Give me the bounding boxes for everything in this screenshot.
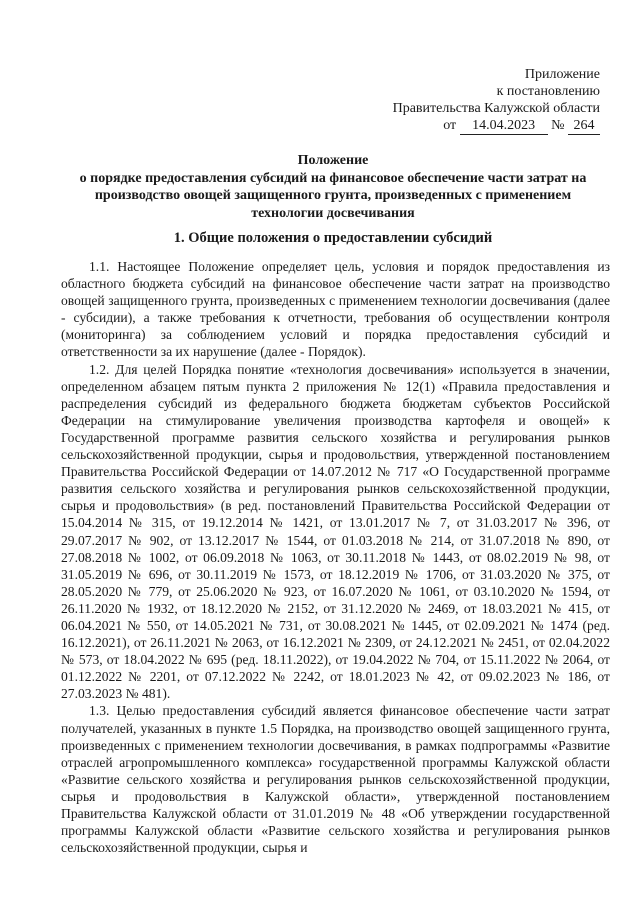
title-line-3: производство овощей защищенного грунта, произведенных с применением	[94, 188, 572, 203]
appendix-line-3: Правительства Калужской области	[392, 101, 600, 116]
resolution-number: 264	[568, 117, 600, 135]
title-line-4: технологии досвечивания	[251, 205, 415, 221]
appendix-line-2: к постановлению	[496, 84, 600, 99]
date-prefix: от	[443, 118, 457, 133]
paragraph-1-3: 1.3. Целью предоставления субсидий является финансовое обеспечение части затрат получателей, указанных в пункте 1.5 Порядка, на производство овощей защищенного грунта, произведенных с применением технологии досвечивания, в рамках подпрограммы «Развитие отраслей агропромышленного комплекса» государственной программы Калужской области «Развитие сельского хозяйства и регулирования рынков сельскохозяйственной продукции, сырья и продовольствия в Калужской области», утвержденной постановлением Правительства Калужской области от 31.01.2019 № 48 «Об утверждении государственной программы Калужской области «Развитие сельского хозяйства и регулирования рынков сельскохозяйственной продукции, сырья и	[61, 703, 610, 856]
document-title	[58, 152, 608, 222]
appendix-block	[340, 66, 600, 135]
paragraph-1-2: 1.2. Для целей Порядка понятие «технология досвечивания» используется в значении, определенном абзацем пятым пункта 2 приложения № 12(1) «Правила предоставления и распределения субсидий из федерального бюджета бюджетам субъектов Российской Федерации на стимулирование увеличения производства картофеля и овощей» к Государственной программе развития сельского хозяйства и регулирования рынков сельскохозяйственной продукции, сырья и продовольствия, утвержденной постановлением Правительства Российской Федерации от 14.07.2012 № 717 «О Государственной программе развития сельского хозяйства и регулирования рынков сельскохозяйственной продукции, сырья и продовольствия» (в ред. постановлений Правительства Российской Федерации от 15.04.2014 № 315, от 19.12.2014 № 1421, от 13.01.2017 № 7, от 31.03.2017 № 396, от 29.07.2017 № 902, от 13.12.2017 № 1544, от 01.03.2018 № 214, от 31.07.2018 № 890, от 27.08.2018 № 1002, от 06.09.2018 № 1063, от 30.11.2018 № 1443, от 08.02.2019 № 98, от 31.05.2019 № 696, от 30.11.2019 № 1573, от 18.12.2019 № 1706, от 31.03.2020 № 375, от 28.05.2020 № 779, от 25.06.2020 № 923, от 16.07.2020 № 1061, от 03.10.2020 № 1594, от 26.11.2020 № 1932, от 18.12.2020 № 2152, от 31.12.2020 № 2469, от 18.03.2021 № 415, от 06.04.2021 № 550, от 14.05.2021 № 731, от 30.08.2021 № 1445, от 02.09.2021 № 1474 (ред. 16.12.2021), от 26.11.2021 № 2063, от 16.12.2021 № 2309, от 24.12.2021 № 2451, от 02.04.2022 № 573, от 18.04.2022 № 695 (ред. 18.11.2022), от 19.04.2022 № 704, от 15.11.2022 № 2064, от 01.12.2022 № 2201, от 07.12.2022 № 2242, от 18.01.2023 № 42, от 09.02.2023 № 186, от 27.03.2023 № 481).	[61, 361, 610, 702]
paragraph-1-1: 1.1. Настоящее Положение определяет цель, условия и порядок предоставления из областного бюджета субсидий на финансовое обеспечение части затрат на производство овощей защищенного грунта, произведенных с применением технологии досвечивания (далее - субсидии), а также требования к отчетности, требования об осуществлении контроля (мониторинга) за соблюдением условий и порядка предоставления субсидий и ответственности за их нарушение (далее - Порядок).	[61, 259, 610, 360]
number-sign: №	[551, 118, 565, 133]
title-line-1: Положение	[297, 153, 369, 168]
document-body	[61, 258, 610, 856]
section-heading: 1. Общие положения о предоставлении субсидий	[173, 230, 493, 246]
appendix-date-line	[340, 117, 600, 135]
title-line-2: о порядке предоставления субсидий на финансовое обеспечение части затрат на	[79, 170, 587, 186]
resolution-date: 14.04.2023	[460, 117, 548, 135]
appendix-line-1: Приложение	[524, 67, 600, 82]
